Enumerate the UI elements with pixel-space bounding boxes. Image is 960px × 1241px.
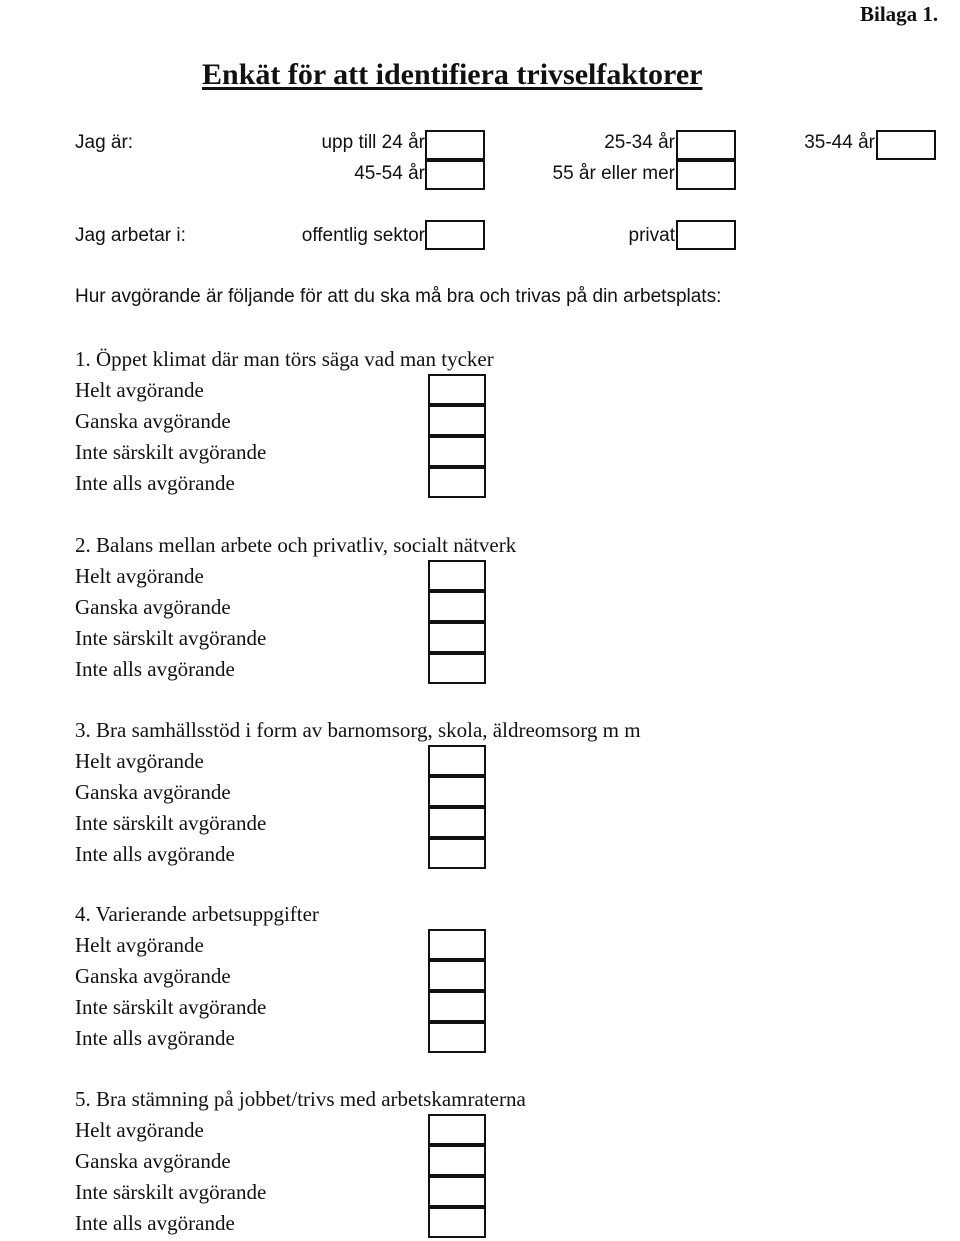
age-option-label: 25-34 år (604, 132, 675, 153)
scale-label: Inte särskilt avgörande (75, 626, 267, 650)
scale-label: Inte alls avgörande (75, 657, 235, 681)
sector-option-label: privat (628, 225, 675, 246)
q3-checkbox-ganska[interactable] (428, 776, 486, 807)
question-title: 4. Varierande arbetsuppgifter (75, 902, 319, 926)
sector-checkbox-privat[interactable] (676, 220, 736, 250)
age-option-label: 55 år eller mer (552, 163, 675, 184)
question-title: 3. Bra samhällsstöd i form av barnomsorg, skola, äldreomsorg m m (75, 718, 641, 742)
scale-label: Ganska avgörande (75, 964, 231, 988)
scale-label: Helt avgörande (75, 564, 204, 588)
q4-checkbox-inte-sarskilt[interactable] (428, 991, 486, 1022)
age-label: Jag är: (75, 132, 134, 153)
q1-checkbox-ganska[interactable] (428, 405, 486, 436)
scale-label: Helt avgörande (75, 1118, 204, 1142)
attachment-label: Bilaga 1. (860, 2, 939, 26)
question-title: 5. Bra stämning på jobbet/trivs med arbetskamraterna (75, 1087, 526, 1111)
scale-label: Inte särskilt avgörande (75, 440, 267, 464)
q4-checkbox-inte-alls[interactable] (428, 1022, 486, 1053)
question-title: 1. Öppet klimat där man törs säga vad man tycker (75, 347, 494, 371)
q2-checkbox-inte-sarskilt[interactable] (428, 622, 486, 653)
scale-label: Inte alls avgörande (75, 842, 235, 866)
q2-checkbox-inte-alls[interactable] (428, 653, 486, 684)
q5-checkbox-ganska[interactable] (428, 1145, 486, 1176)
age-checkbox-35-44[interactable] (876, 130, 936, 160)
scale-label: Inte alls avgörande (75, 1026, 235, 1050)
scale-label: Inte särskilt avgörande (75, 1180, 267, 1204)
age-checkbox-55-plus[interactable] (676, 160, 736, 190)
q4-checkbox-ganska[interactable] (428, 960, 486, 991)
q5-checkbox-inte-alls[interactable] (428, 1207, 486, 1238)
question-title: 2. Balans mellan arbete och privatliv, socialt nätverk (75, 533, 517, 557)
age-checkbox-45-54[interactable] (425, 160, 485, 190)
scale-label: Ganska avgörande (75, 1149, 231, 1173)
q4-checkbox-helt[interactable] (428, 929, 486, 960)
scale-label: Inte särskilt avgörande (75, 995, 267, 1019)
sector-checkbox-offentlig[interactable] (425, 220, 485, 250)
page-title: Enkät för att identifiera trivselfaktorer (202, 58, 703, 91)
sector-label: Jag arbetar i: (75, 225, 186, 246)
scale-label: Helt avgörande (75, 933, 204, 957)
q3-checkbox-helt[interactable] (428, 745, 486, 776)
scale-label: Inte alls avgörande (75, 471, 235, 495)
q1-checkbox-inte-sarskilt[interactable] (428, 436, 486, 467)
age-checkbox-25-34[interactable] (676, 130, 736, 160)
age-option-label: upp till 24 år (321, 132, 425, 153)
q3-checkbox-inte-alls[interactable] (428, 838, 486, 869)
age-checkbox-upp-till-24[interactable] (425, 130, 485, 160)
age-option-label: 45-54 år (354, 163, 425, 184)
scale-label: Helt avgörande (75, 749, 204, 773)
q1-checkbox-helt[interactable] (428, 374, 486, 405)
q5-checkbox-helt[interactable] (428, 1114, 486, 1145)
q3-checkbox-inte-sarskilt[interactable] (428, 807, 486, 838)
sector-option-label: offentlig sektor (301, 225, 425, 246)
age-option-label: 35-44 år (804, 132, 875, 153)
q2-checkbox-helt[interactable] (428, 560, 486, 591)
scale-label: Helt avgörande (75, 378, 204, 402)
intro-text: Hur avgörande är följande för att du ska må bra och trivas på din arbetsplats: (75, 286, 722, 307)
q1-checkbox-inte-alls[interactable] (428, 467, 486, 498)
scale-label: Inte särskilt avgörande (75, 811, 267, 835)
scale-label: Inte alls avgörande (75, 1211, 235, 1235)
q5-checkbox-inte-sarskilt[interactable] (428, 1176, 486, 1207)
scale-label: Ganska avgörande (75, 780, 231, 804)
q2-checkbox-ganska[interactable] (428, 591, 486, 622)
scale-label: Ganska avgörande (75, 595, 231, 619)
scale-label: Ganska avgörande (75, 409, 231, 433)
